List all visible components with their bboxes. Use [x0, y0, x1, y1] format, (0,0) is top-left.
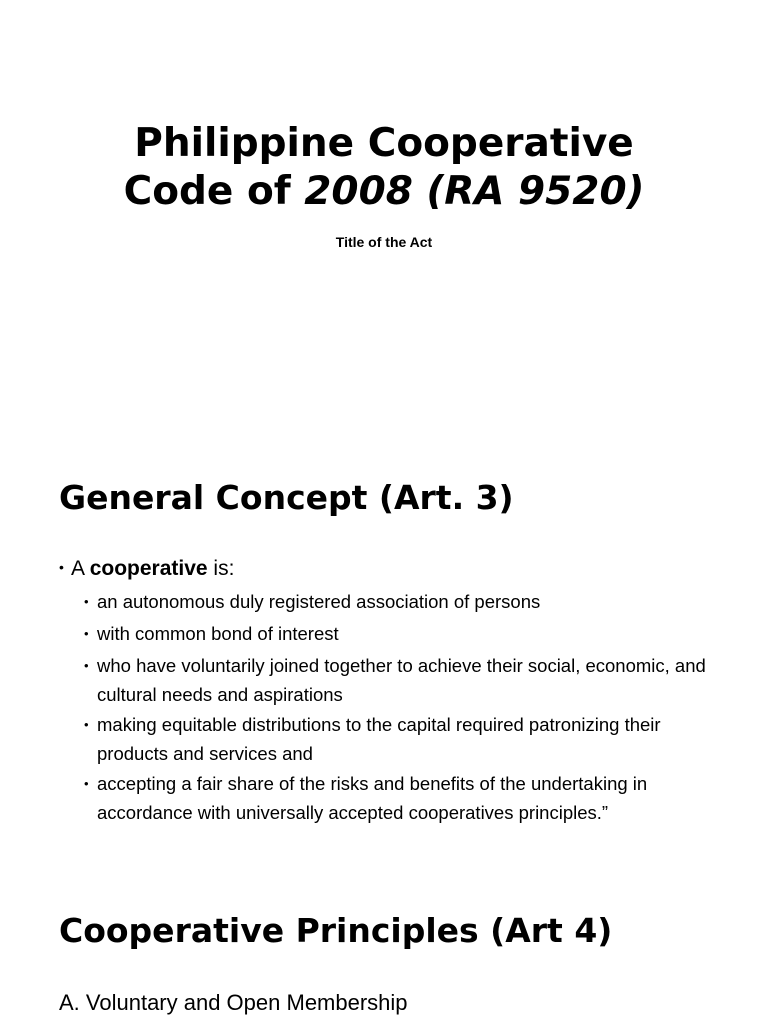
bullet-icon: • [84, 658, 89, 673]
list-item-text: making equitable distributions to the capital required patronizing their products and services and [97, 714, 661, 764]
intro-suffix: is: [207, 557, 235, 580]
document-subtitle: Title of the Act [335, 234, 433, 250]
intro-bold-term: cooperative [89, 557, 208, 580]
list-item-text: with common bond of interest [97, 623, 339, 644]
cooperative-definition-intro [59, 555, 234, 584]
bullet-icon: • [84, 594, 89, 609]
principle-item: A. Voluntary and Open Membership [59, 990, 408, 1015]
list-item [84, 770, 724, 826]
bullet-icon: • [84, 626, 89, 641]
list-item [84, 711, 724, 767]
cooperative-principles-heading: Cooperative Principles (Art 4) [59, 911, 613, 950]
intro-prefix: A [71, 557, 90, 580]
bullet-icon: • [59, 559, 64, 575]
general-concept-heading: General Concept (Art. 3) [59, 478, 514, 517]
bullet-icon: • [84, 776, 89, 791]
list-item [84, 652, 724, 708]
list-item [84, 620, 724, 649]
title-line-2-italic: 2008 (RA 9520) [304, 169, 645, 214]
document-title [0, 120, 768, 216]
bullet-icon: • [84, 717, 89, 732]
list-item-text: accepting a fair share of the risks and benefits of the undertaking in accordance with universally accepted cooperatives principles.” [97, 773, 648, 823]
list-item-text: who have voluntarily joined together to achieve their social, economic, and cultural needs and aspirations [97, 655, 706, 705]
definition-sub-list [84, 588, 724, 829]
title-line-2-prefix: Code of [123, 169, 305, 214]
list-item-text: an autonomous duly registered association of persons [97, 591, 541, 612]
title-line-1: Philippine Cooperative [134, 121, 634, 166]
list-item [84, 588, 724, 617]
